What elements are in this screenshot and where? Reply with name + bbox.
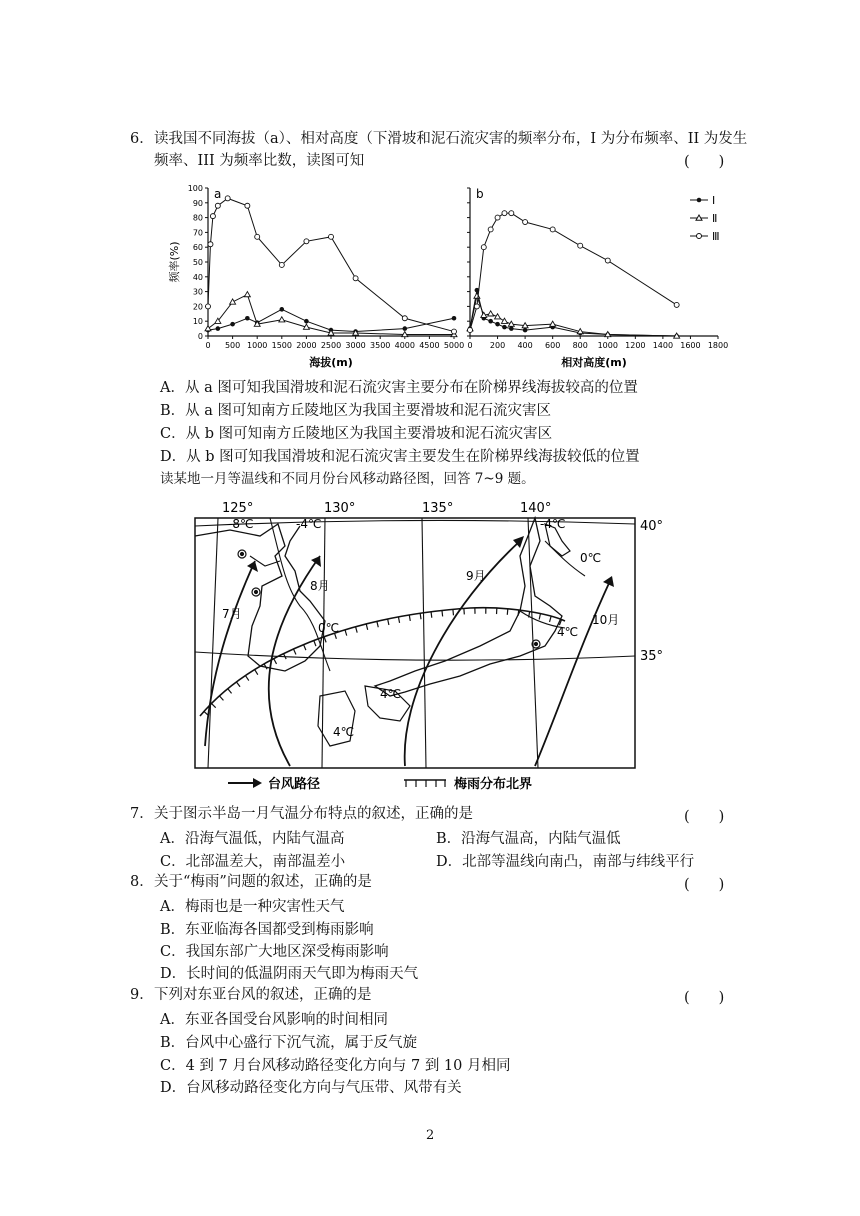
data-point-circle (674, 302, 679, 307)
legend-arrow-icon (253, 778, 262, 788)
q6-option-b: B．从 a 图可知南方丘陵地区为我国主要滑坡和泥石流灾害区 (160, 403, 552, 419)
legend-meiyu-label: 梅雨分布北界 (454, 777, 533, 792)
data-point-circle (502, 211, 507, 216)
data-point-dot (495, 322, 500, 327)
x-tick-label: 1800 (707, 341, 729, 350)
y-tick-label: 50 (192, 258, 203, 267)
lat-line-40 (195, 520, 635, 526)
typhoon-isotherm-map (190, 496, 670, 796)
meiyu-tick (228, 689, 232, 694)
data-point-triangle (230, 299, 236, 304)
chart-a (167, 184, 464, 369)
lat-label-40: 40° (640, 519, 664, 534)
data-point-dot (403, 326, 408, 331)
y-tick-label: 60 (192, 243, 203, 253)
landslide-frequency-charts (160, 176, 740, 376)
map-frame (195, 518, 635, 768)
x-tick-label: 3500 (370, 341, 391, 350)
data-point-circle (495, 215, 500, 220)
map-legend (228, 776, 532, 792)
month-label-august: 8月 (310, 579, 330, 593)
data-point-circle (215, 203, 220, 208)
x-tick-label: 1200 (625, 341, 646, 350)
isotherm-0c-east (545, 541, 585, 576)
data-point-circle (402, 316, 407, 321)
legend-label: Ⅱ (712, 212, 718, 225)
x-tick-label: 4500 (419, 341, 440, 350)
meiyu-tick (245, 676, 248, 681)
isotherm-0c-west (270, 518, 330, 671)
lon-label-135: 135° (422, 501, 454, 516)
meiyu-tick (255, 670, 258, 675)
meiyu-tick (377, 621, 378, 627)
meiyu-tick (409, 615, 410, 621)
x-tick-label: 4000 (394, 341, 415, 350)
lon-line-135 (422, 518, 426, 768)
data-point-circle (468, 328, 473, 333)
x-tick-label: 200 (489, 341, 506, 350)
q9-number: 9． (130, 987, 154, 1003)
data-point-triangle (488, 311, 494, 316)
meiyu-tick (518, 610, 519, 616)
q6-option-d: D．从 b 图可知我国滑坡和泥石流灾害主要发生在阶梯界线海拔较低的位置 (160, 449, 640, 465)
isotherm-label: -8℃ (228, 517, 254, 531)
y-tick-label: 0 (197, 332, 203, 341)
meiyu-tick (550, 616, 552, 622)
data-point-circle (353, 276, 358, 281)
series-line-triangle (470, 296, 677, 336)
x-tick-label: 600 (545, 341, 561, 350)
data-point-triangle (550, 321, 556, 326)
q8-option-c: C．我国东部广大地区深受梅雨影响 (160, 944, 389, 960)
x-tick-label: 2500 (320, 341, 342, 350)
x-tick-label: 1000 (597, 341, 618, 350)
data-point-dot (216, 326, 221, 331)
lon-line-130 (322, 518, 325, 768)
q6-stem-line1: 读我国不同海拔（a）、相对高度（下滑坡和泥石流灾害的频率分布，I 为分布频率、II 为发生 (154, 131, 748, 147)
isotherm-label: 4℃ (380, 687, 402, 701)
y-axis-label: 频率(%) (168, 241, 181, 283)
data-point-circle (210, 214, 215, 219)
q8-option-a: A．梅雨也是一种灾害性天气 (160, 899, 345, 915)
data-point-dot (245, 316, 250, 321)
q8-number: 8． (130, 874, 154, 890)
month-label-september: 9月 (466, 569, 486, 583)
x-tick-label: 1500 (271, 341, 292, 350)
q6-stem-line2: 频率、III 为频率比数，读图可知 (154, 153, 365, 169)
meiyu-tick (507, 609, 508, 615)
data-point-circle (474, 304, 479, 309)
q7-option-c: C．北部温差大，南部温差小 (160, 854, 346, 870)
legend-label: Ⅲ (712, 230, 720, 243)
panel-label: b (476, 187, 484, 201)
q7-option-b: B．沿海气温高，内陆气温低 (436, 831, 621, 847)
q9-option-b: B．台风中心盛行下沉气流，属于反气旋 (160, 1035, 418, 1051)
data-point-circle (481, 245, 486, 250)
y-tick-label: 10 (192, 317, 203, 327)
x-axis-label: 相对高度(m) (561, 356, 627, 369)
lon-line-125 (208, 518, 218, 768)
data-point-triangle (205, 326, 211, 331)
legend-circle-icon (697, 234, 702, 239)
y-tick-label: 20 (192, 302, 203, 312)
q9-answer-paren: ( ) (684, 990, 725, 1006)
data-point-circle (605, 258, 610, 263)
q8-answer-paren: ( ) (684, 877, 725, 893)
x-tick-label: 5000 (443, 341, 465, 350)
data-point-circle (452, 329, 457, 334)
q7-number: 7． (130, 806, 154, 822)
q9-stem: 下列对东亚台风的叙述，正确的是 (154, 987, 372, 1003)
meiyu-tick (356, 627, 358, 633)
x-tick-label: 500 (224, 341, 241, 350)
lon-label-140: 140° (520, 501, 552, 516)
meiyu-tick (539, 614, 540, 620)
isotherm-label: 4℃ (333, 725, 355, 739)
x-tick-label: 800 (572, 341, 588, 350)
month-label-october: 10月 (592, 613, 620, 627)
meiyu-tick (314, 641, 316, 647)
y-tick-label: 30 (192, 287, 203, 297)
q6-option-c: C．从 b 图可知南方丘陵地区为我国主要滑坡和泥石流灾害区 (160, 426, 553, 442)
data-point-triangle (279, 317, 285, 322)
y-tick-label: 80 (192, 213, 203, 223)
page-number: 2 (426, 1128, 435, 1143)
data-point-dot (280, 307, 285, 312)
panel-label: a (214, 187, 222, 201)
isotherm-label: 0℃ (580, 551, 602, 565)
meiyu-tick (366, 624, 367, 630)
x-tick-label: 400 (517, 341, 533, 350)
data-point-circle (206, 304, 211, 309)
y-tick-label: 70 (192, 228, 203, 238)
meiyu-tick (293, 649, 295, 654)
q6-number: 6． (130, 131, 154, 147)
q7-option-a: A．沿海气温低，内陆气温高 (160, 831, 345, 847)
lat-label-35: 35° (640, 649, 664, 664)
q8-stem: 关于“梅雨”问题的叙述，正确的是 (154, 874, 372, 890)
isotherm-label: 0℃ (318, 621, 340, 635)
meiyu-tick (345, 630, 347, 636)
data-point-circle (279, 262, 284, 267)
data-point-circle (523, 220, 528, 225)
meiyu-tick (388, 619, 389, 625)
legend-typhoon-label: 台风路径 (268, 777, 321, 792)
meiyu-tick (211, 703, 215, 707)
data-point-triangle (244, 292, 250, 297)
data-point-circle (208, 242, 213, 247)
month-label-july: 7月 (222, 607, 242, 621)
data-point-circle (255, 234, 260, 239)
series-line-circle (470, 213, 677, 330)
typhoon-path-october (535, 581, 610, 766)
legend-meiyu-ticks-icon (406, 780, 445, 787)
data-point-dot (523, 328, 528, 333)
isotherm-label: 4℃ (557, 625, 579, 639)
q7-answer-paren: ( ) (684, 809, 725, 825)
q9-option-a: A．东亚各国受台风影响的时间相同 (160, 1012, 388, 1028)
data-point-circle (245, 203, 250, 208)
data-point-circle (578, 243, 583, 248)
y-tick-label: 90 (192, 198, 203, 208)
meiyu-tick (274, 659, 277, 664)
q7-option-d: D．北部等温线向南凸，南部与纬线平行 (436, 854, 695, 870)
chart-b (467, 187, 728, 369)
meiyu-tick (398, 617, 399, 623)
x-tick-label: 0 (205, 341, 211, 350)
x-tick-label: 1400 (652, 341, 674, 350)
q9-option-d: D．台风移动路径变化方向与气压带、风带有关 (160, 1080, 462, 1096)
data-point-dot (304, 319, 309, 324)
q8-option-b: B．东亚临海各国都受到梅雨影响 (160, 922, 374, 938)
map-intro: 读某地一月等温线和不同月份台风移动路径图，回答 7~9 题。 (160, 471, 535, 487)
data-point-circle (488, 227, 493, 232)
x-tick-label: 0 (467, 341, 473, 350)
meiyu-tick (442, 610, 443, 616)
legend-label: Ⅰ (712, 194, 716, 207)
q7-stem: 关于图示半岛一月气温分布特点的叙述，正确的是 (154, 806, 473, 822)
meiyu-tick (453, 609, 454, 615)
x-tick-label: 1000 (247, 341, 268, 350)
typhoon-arrowhead-july (247, 561, 258, 572)
x-tick-label: 1600 (680, 341, 701, 350)
meiyu-tick (219, 696, 223, 700)
data-point-dot (230, 322, 235, 327)
data-point-dot (452, 316, 457, 321)
q6-option-a: A．从 a 图可知我国滑坡和泥石流灾害主要分布在阶梯界线海拔较高的位置 (160, 380, 638, 396)
lon-label-125: 125° (222, 501, 254, 516)
data-point-circle (329, 234, 334, 239)
data-point-circle (304, 239, 309, 244)
x-tick-label: 3000 (345, 341, 366, 350)
q6-answer-paren: ( ) (684, 154, 725, 170)
isotherm-label: -4℃ (296, 517, 322, 531)
q8-option-d: D．长时间的低温阴雨天气即为梅雨天气 (160, 966, 419, 982)
x-axis-label: 海拔(m) (309, 356, 353, 369)
meiyu-tick (431, 612, 432, 618)
meiyu-tick (236, 682, 240, 687)
y-tick-label: 40 (192, 272, 203, 282)
data-point-dot (509, 326, 514, 331)
data-point-dot (488, 319, 493, 324)
data-point-circle (550, 227, 555, 232)
meiyu-tick (304, 645, 306, 651)
y-tick-label: 100 (187, 184, 203, 193)
x-tick-label: 2000 (296, 341, 317, 350)
series-line-dot (470, 290, 677, 336)
legend-dot-icon (697, 198, 702, 203)
isotherm-label: -4℃ (540, 517, 566, 531)
lon-label-130: 130° (324, 501, 356, 516)
meiyu-tick (324, 637, 326, 643)
data-point-circle (509, 211, 514, 216)
meiyu-tick (420, 613, 421, 619)
data-point-dot (502, 325, 507, 330)
lat-line-35 (195, 652, 635, 660)
data-point-triangle (501, 318, 507, 323)
q9-option-c: C．4 到 7 月台风移动路径变化方向与 7 到 10 月相同 (160, 1058, 511, 1074)
data-point-triangle (474, 293, 480, 298)
series-line-circle (208, 198, 454, 331)
data-point-circle (225, 196, 230, 201)
